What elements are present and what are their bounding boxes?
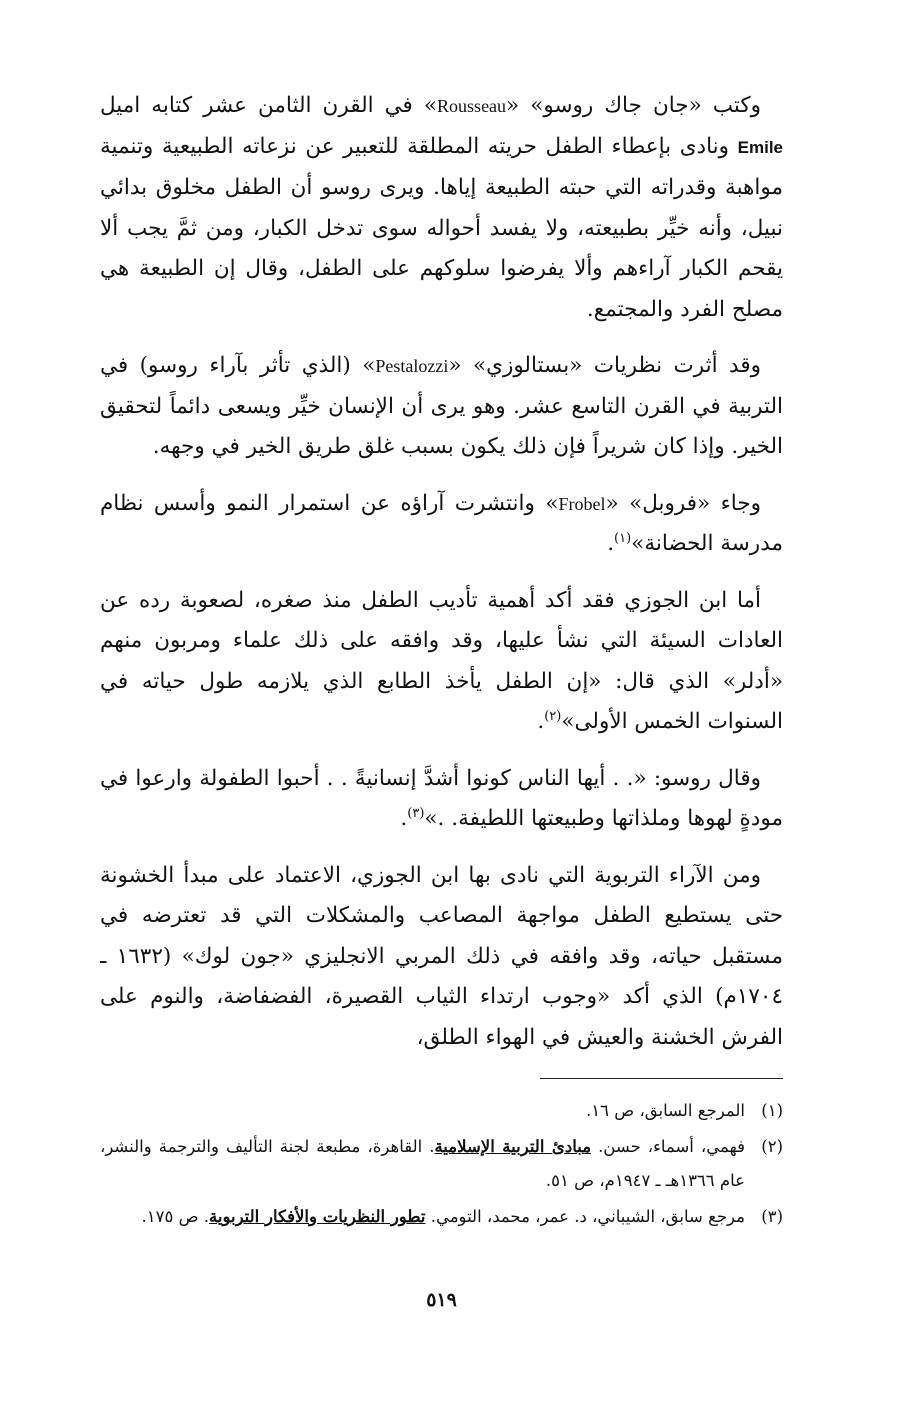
footnote-number: (٢) (761, 1137, 783, 1156)
paragraph-locke (100, 856, 783, 1059)
footnote-1 (100, 1094, 783, 1128)
footnote-text (100, 1200, 745, 1234)
book-page (100, 86, 783, 1376)
text-segment: . القاهرة، مطبعة لجنة التأليف والترجمة والنشر، عام ١٣٦٦هـ ـ ١٩٤٧م، ص ٥١. (100, 1137, 745, 1190)
footnotes (100, 1094, 783, 1236)
latin-term: Pestalozzi (375, 356, 449, 376)
footnote-number: (٣) (761, 1207, 783, 1226)
latin-term: Frobel (558, 493, 606, 514)
paragraph-rousseau-quote (100, 759, 783, 840)
text-segment: وقال روسو: «. . أيها الناس كونوا أشدَّ إنسانيةً . . أحبوا الطفولة وارعوا في مودةٍ لهوها وملذاتها وطبيعتها اللطيفة. .» (100, 765, 783, 831)
footnote-ref: (٣) (407, 805, 425, 821)
text-segment: . (537, 709, 545, 734)
text-segment: وقد أثرت نظريات «بستالوزي» « (448, 353, 761, 378)
footnote-3 (100, 1200, 783, 1234)
text-segment: » (الذي تأثر بآراء روسو) في التربية في القرن التاسع عشر. وهو يرى أن الإنسان خيِّر ويسعى دائماً لتحقيق الخير. وإذا كان شريراً فإن ذلك يكون بسبب غلق طريق الخير في وجهه. (100, 353, 783, 459)
text-segment: » في القرن الثامن عشر كتابه اميل (100, 93, 438, 118)
text-segment: وجاء «فروبل» « (605, 490, 761, 516)
footnote-text: المرجع السابق، ص ١٦. (586, 1101, 745, 1120)
paragraph-rousseau (100, 86, 783, 330)
text-segment: » وانتشرت آراؤه عن استمرار النمو وأسس نظام مدرسة الحضانة» (100, 490, 783, 556)
footnote-divider (540, 1078, 783, 1079)
text-segment: أما ابن الجوزي فقد أكد أهمية تأديب الطفل منذ صغره، لصعوبة رده عن العادات السيئة التي نشأ عليها، وقد وافقه على ذلك علماء ومربون منهم «أدلر» الذي قال: «إن الطفل يأخذ الطابع الذي يلازمه طول حياته في السنوات الخمس الأولى» (100, 587, 783, 734)
latin-term-bold: Emile (737, 137, 783, 157)
footnote-text (100, 1130, 745, 1198)
book-title: مبادئ التربية الإسلامية (434, 1137, 592, 1156)
footnote-number: (١) (761, 1101, 783, 1120)
latin-term: Rousseau (437, 96, 507, 116)
footnote-2 (100, 1130, 783, 1198)
text-segment: ونادى بإعطاء الطفل حريته المطلقة للتعبير عن نزعاته الطبيعية وتنمية مواهبة وقدراته التي حبته الطبيعة إياها. ويرى روسو أن الطفل مخلوق بدائي نبيل، وأنه خيِّر بطبيعته، ولا يفسد أحواله سوى تدخل الكبار، ومن ثمَّ يجب ألا يقحم الكبار آراءهم وألا يفرضوا سلوكهم على الطفل، وقال إن الطبيعة هي مصلح الفرد والمجتمع. (100, 133, 783, 322)
text-segment: . (607, 531, 615, 556)
text-segment: . (400, 806, 408, 831)
footnote-ref: (٢) (544, 708, 562, 724)
book-title: تطور النظريات والأفكار التربوية (209, 1207, 426, 1226)
text-segment: . ص ١٧٥. (141, 1207, 210, 1226)
text-segment: مرجع سابق، الشيباني، د. عمر، محمد، التومي. (425, 1207, 745, 1226)
page-number: ٥١٩ (426, 1289, 457, 1311)
paragraph-frobel (100, 484, 783, 565)
paragraph-pestalozzi (100, 346, 783, 468)
text-segment: فهمي، أسماء، حسن. (591, 1137, 745, 1156)
text-segment: ومن الآراء التربوية التي نادى بها ابن الجوزي، الاعتماد على مبدأ الخشونة حتى يستطيع الطفل مواجهة المصاعب والمشكلات التي قد تعترضه في مستقبل حياته، وقد وافقه في ذلك المربي الانجليزي «جون لوك» (١٦٣٢ ـ ١٧٠٤م) الذي أكد «وجوب ارتداء الثياب القصيرة، الفضفاضة، والنوم على الفرش الخشنة والعيش في الهواء الطلق، (100, 862, 783, 1050)
main-text (100, 86, 783, 1058)
paragraph-ibn-aljawzi (100, 581, 783, 743)
text-segment: وكتب «جان جاك روسو» « (506, 93, 761, 118)
footnote-ref: (١) (614, 530, 632, 546)
